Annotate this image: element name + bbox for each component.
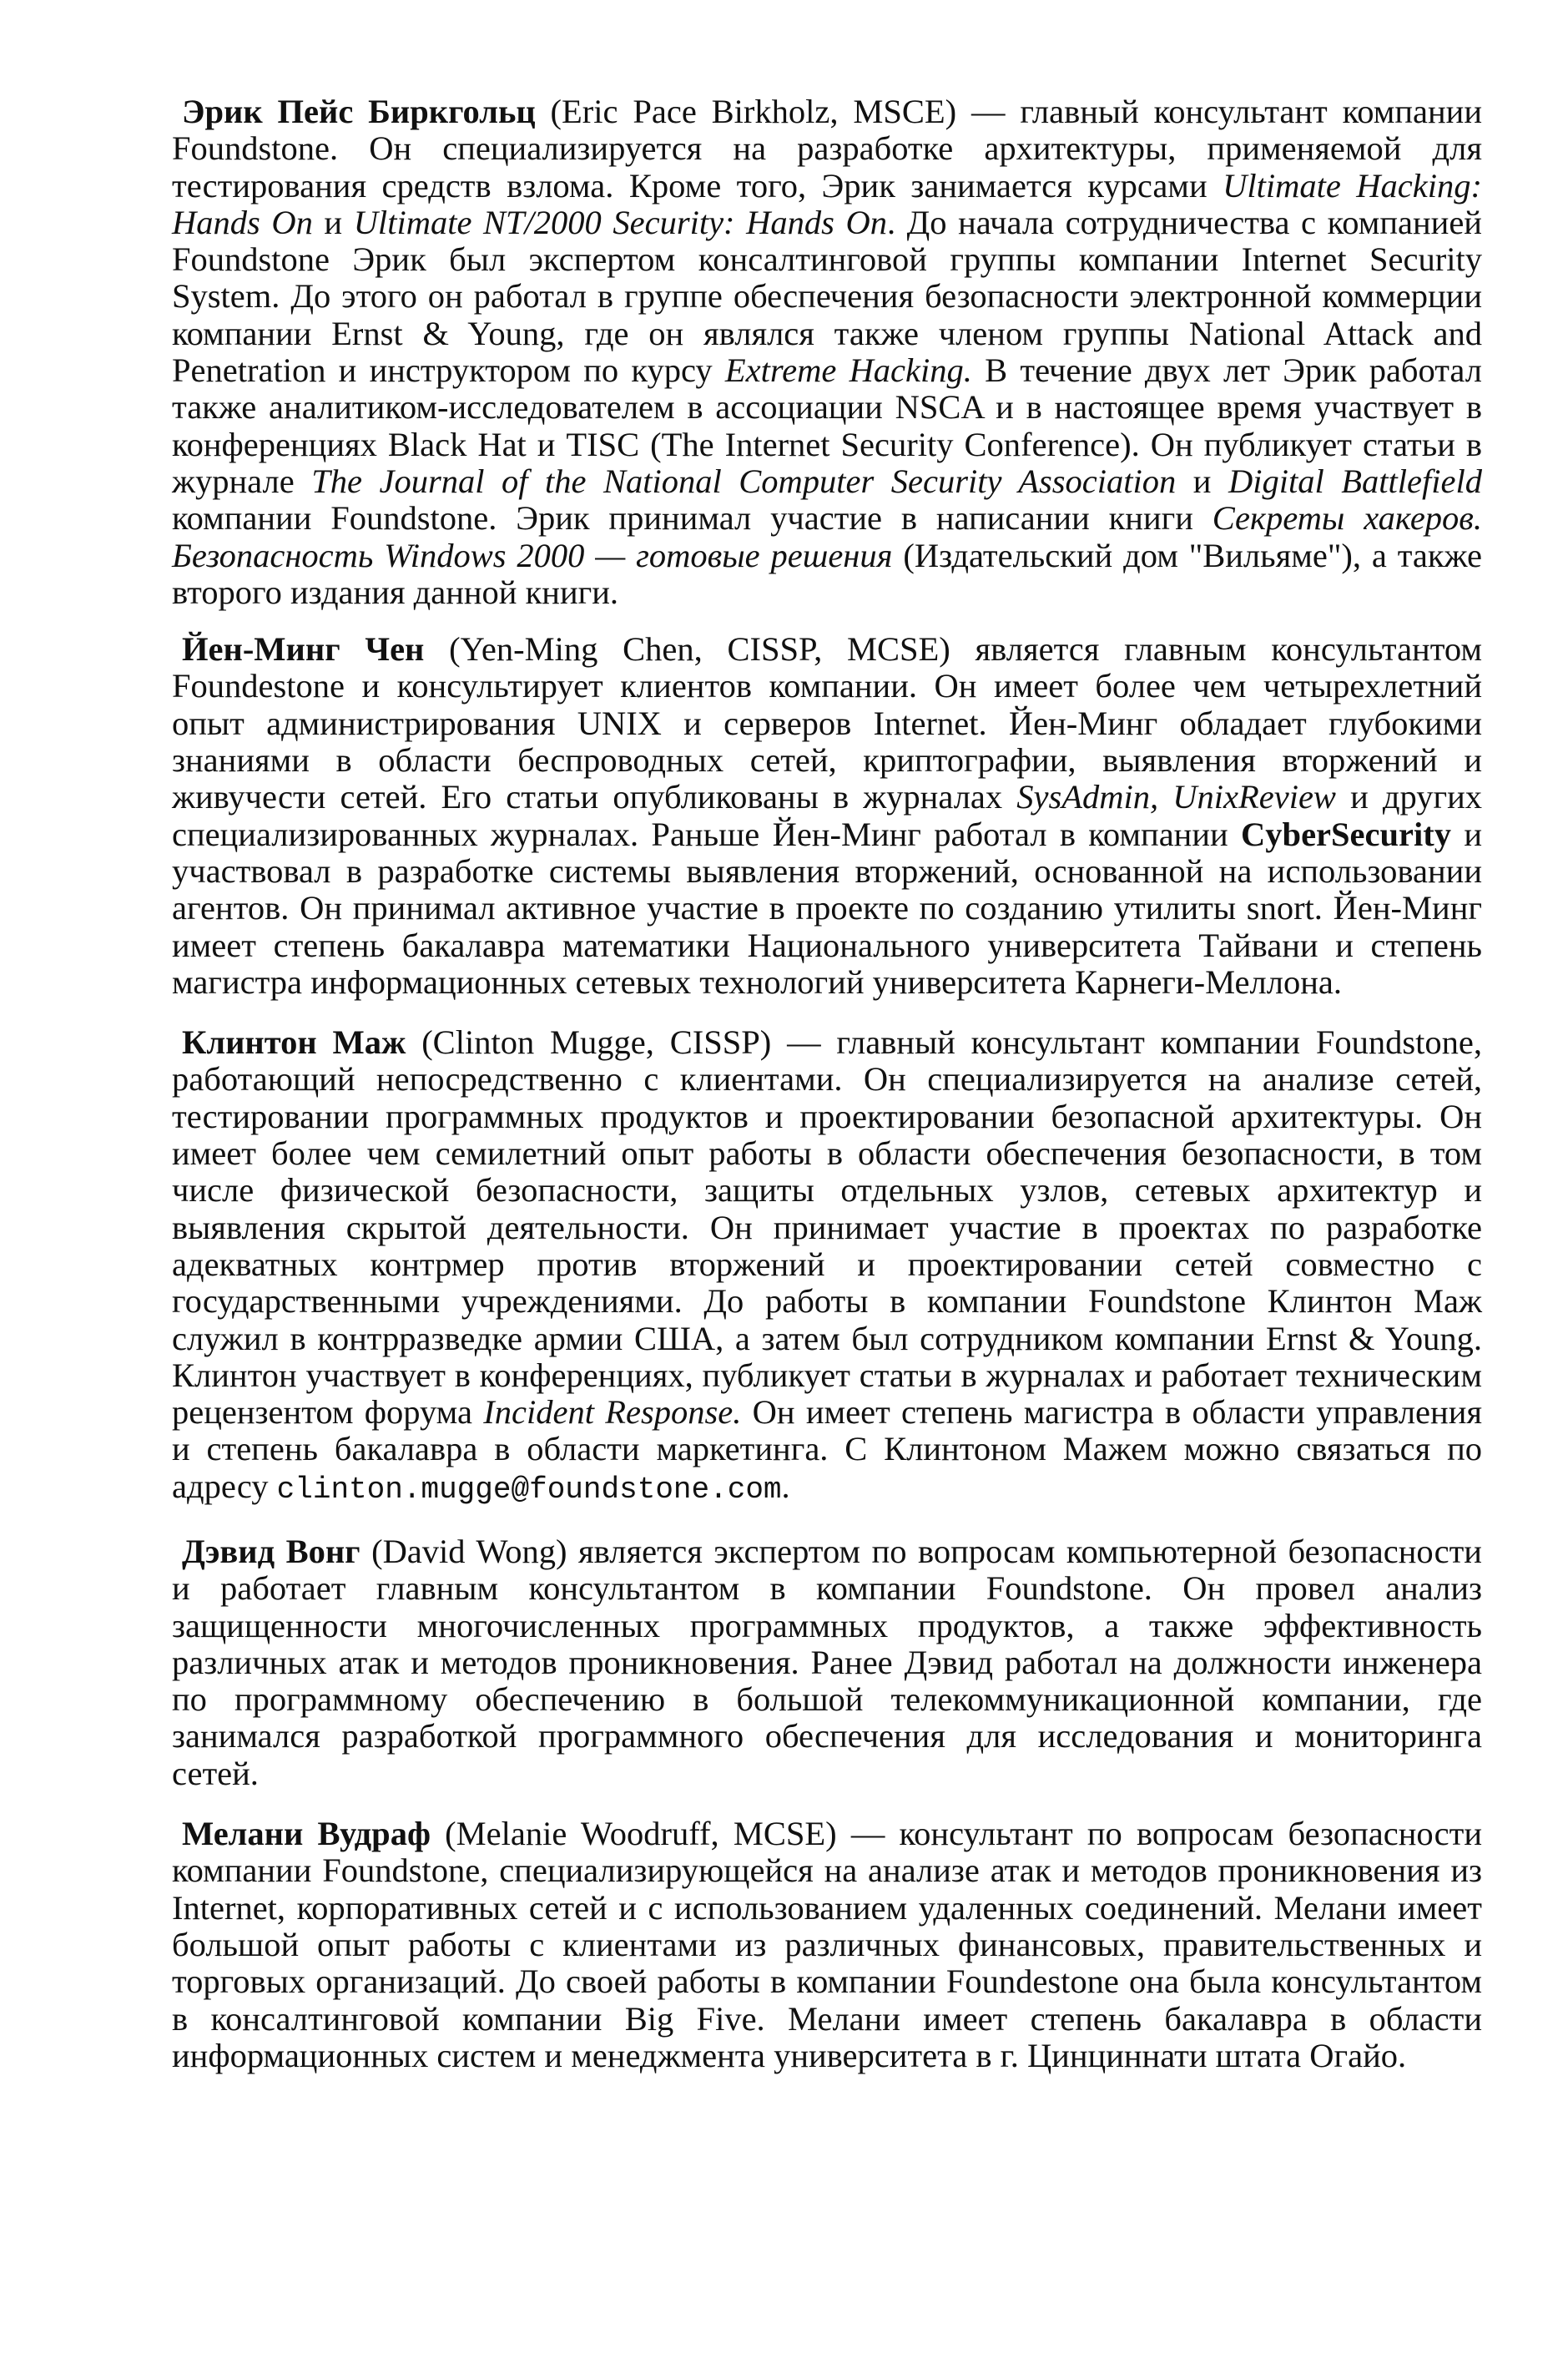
bio-melanie-woodruff: Мелани Вудраф (Melanie Woodruff, MCSE) — консультант по вопросам безопасности компании Foundstone, специализирующейся на анализе атак и методов проникновения из Internet, корпоративных сетей и с использованием удаленных соединений. Мелани имеет большой опыт работы с клиентами из различных финансовых, правительственных и торговых организаций. До своей работы в компании Foundestone она была консультантом в консалтинговой компании Big Five. Мелани имеет степень бакалавра в области информационных систем и менеджмента университета в г. Цинциннати штата Огайо. — [172, 1815, 1482, 2074]
author-name: Клинтон Маж — [182, 1023, 406, 1062]
author-name: Мелани Вудраф — [182, 1815, 431, 1853]
author-name: Дэвид Вонг — [182, 1532, 360, 1570]
bio-eric-birkholz: Эрик Пейс Биркгольц (Eric Pace Birkholz, MSCE) — главный консультант компании Foundstone. Он специализируется на разработке архитектуры, применяемой для тестирования средств взлома. Кроме того, Эрик занимается курсами Ultimate Hacking: Hands On и Ultimate NT/2000 Security: Hands On. До начала сотрудничества с компанией Foundstone Эрик был экспертом консалтинговой группы компании Internet Security System. До этого он работал в группе обеспечения безопасности электронной коммерции компании Ernst & Young, где он являлся также членом группы National Attack and Penetration и инструктором по курсу Extreme Hacking. В течение двух лет Эрик работал также аналитиком-исследователем в ассоциации NSCA и в настоящее время участвует в конференциях Black Hat и TISC (The Internet Security Conference). Он публикует статьи в журнале The Journal of the National Computer Security Association и Digital Battlefield компании Foundstone. Эрик принимал участие в написании книги Секреты хакеров. Безопасность Windows 2000 — готовые решения (Издательский дом "Вильяме"), а также второго издания данной книги. — [172, 93, 1482, 611]
author-name: Эрик Пейс Биркгольц — [182, 93, 536, 130]
bio-clinton-mugge: Клинтон Маж (Clinton Mugge, CISSP) — главный консультант компании Foundstone, работающий непосредственно с клиентами. Он специализируется на анализе сетей, тестировании программных продуктов и проектировании безопасной архитектуры. Он имеет более чем семилетний опыт работы в области обеспечения безопасности, в том числе физической безопасности, защиты отдельных узлов, сетевых архитектур и выявления скрытой деятельности. Он принимает участие в проектах по разработке адекватных контрмер против вторжений и проектировании сетей совместно с государственными учреждениями. До работы в компании Foundstone Клинтон Маж служил в контрразведке армии США, а затем был сотрудником компании Ernst & Young. Клинтон участвует в конференциях, публикует статьи в журналах и работает техническим рецензентом форума Incident Response. Он имеет степень магистра в области управления и степень бакалавра в области маркетинга. С Клинтоном Мажем можно связаться по адресу clinton.mugge@foundstone.com. — [172, 1023, 1483, 1507]
bio-yen-ming-chen: Йен-Минг Чен (Yen-Ming Chen, CISSP, MCSE) является главным консультантом Foundestone и консультирует клиентов компании. Он имеет более чем четырехлетний опыт администрирования UNIX и серверов Internet. Йен-Минг обладает глубокими знаниями в области беспроводных сетей, криптографии, выявления вторжений и живучести сетей. Его статьи опубликованы в журналах SysAdmin, UnixReview и других специализированных журналах. Раньше Йен-Минг работал в компании CyberSecurity и участвовал в разработке системы выявления вторжений, основанной на использовании агентов. Он принимал активное участие в проекте по созданию утилиты snort. Йен-Минг имеет степень бакалавра математики Национального университета Тайвани и степень магистра информационных сетевых технологий университета Карнеги-Меллона. — [172, 630, 1483, 1001]
author-name: Йен-Минг Чен — [182, 630, 425, 669]
email-address: clinton.mugge@foundstone.com — [276, 1472, 782, 1507]
bio-david-wong: Дэвид Вонг (David Wong) является экспертом по вопросам компьютерной безопасности и работает главным консультантом в компании Foundstone. Он провел анализ защищенности многочисленных программных продуктов, а также эффективность различных атак и методов проникновения. Ранее Дэвид работал на должности инженера по программному обеспечению в большой телекоммуникационной компании, где занимался разработкой программного обеспечения для исследования и мониторинга сетей. — [172, 1532, 1482, 1792]
author-bios — [172, 93, 1482, 2096]
